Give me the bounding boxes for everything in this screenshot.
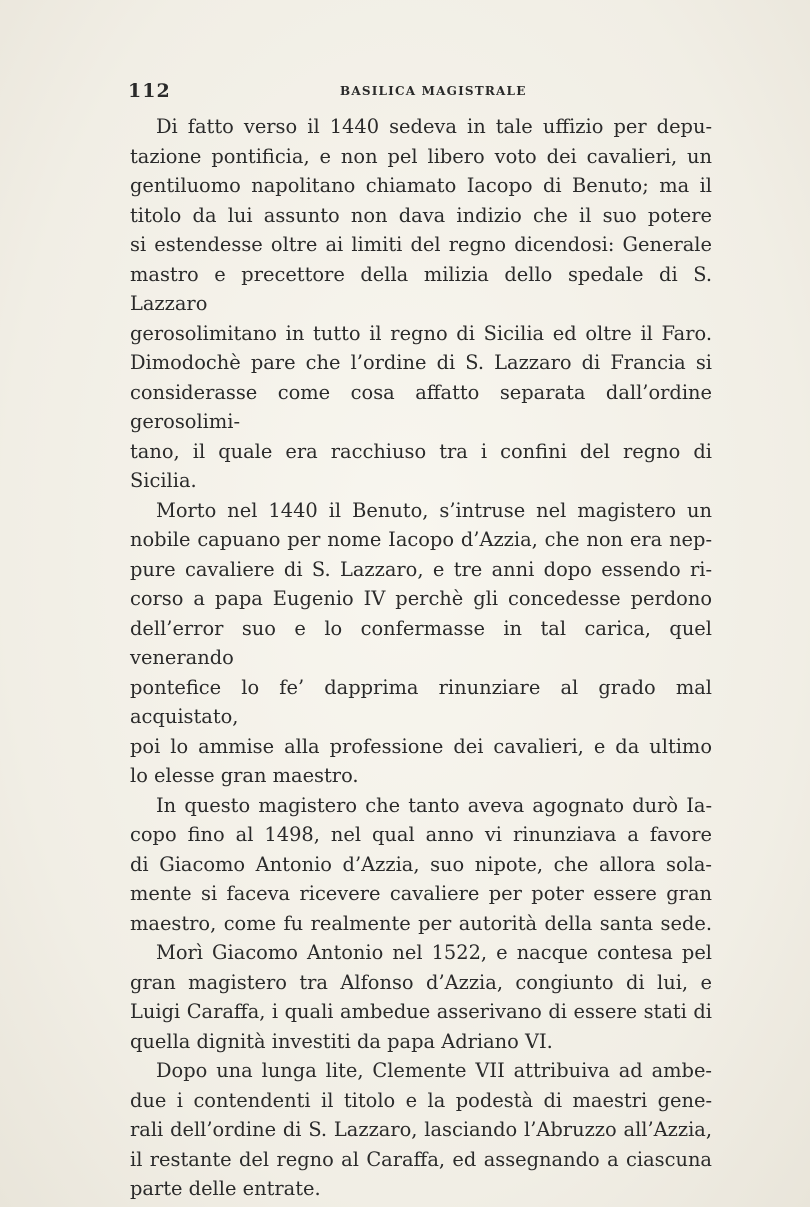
text-line: poi lo ammise alla professione dei cavalieri, e da ultimo: [130, 734, 712, 758]
text-line: quella dignità investiti da papa Adriano VI.: [130, 1029, 553, 1053]
paragraph: [130, 496, 712, 791]
text-line: Morto nel 1440 il Benuto, s’intruse nel magistero un: [156, 498, 712, 522]
text-line: si estendesse oltre ai limiti del regno dicendosi: Generale: [130, 233, 712, 256]
text-line: pure cavaliere di S. Lazzaro, e tre anni dopo essendo ri-: [130, 557, 712, 581]
running-head: BASILICA MAGISTRALE: [340, 84, 527, 98]
paragraph: [130, 112, 712, 496]
text-line: Di fatto verso il 1440 sedeva in tale uffizio per depu-: [156, 115, 712, 138]
text-line: Dimodochè pare che l’ordine di S. Lazzaro di Francia si: [130, 351, 712, 374]
text-line: titolo da lui assunto non dava indizio che il suo potere: [130, 203, 712, 227]
text-line: maestro, come fu realmente per autorità della santa sede.: [130, 911, 712, 935]
text-line: gentiluomo napolitano chiamato Iacopo di Benuto; ma il: [130, 174, 712, 197]
text-line: gran magistero tra Alfonso d’Azzia, congiunto di lui, e: [130, 970, 712, 994]
text-line: mente si faceva ricevere cavaliere per poter essere gran: [130, 882, 712, 905]
text-line: Luigi Caraffa, i quali ambedue asserivano di essere stati di: [130, 1000, 712, 1023]
text-line: dell’error suo e lo confermasse in tal carica, quel venerando: [130, 616, 712, 669]
text-line: lo elesse gran maestro.: [130, 764, 359, 787]
text-line: due i contendenti il titolo e la podestà di maestri gene-: [130, 1088, 712, 1112]
text-line: gerosolimitano in tutto il regno di Sicilia ed oltre il Faro.: [130, 321, 712, 345]
page-header: [128, 80, 710, 104]
page-number: 112: [128, 80, 171, 102]
text-line: pontefice lo fe’ dapprima rinunziare al grado mal acquistato,: [130, 675, 712, 728]
text-line: Dopo una lunga lite, Clemente VII attribuiva ad ambe-: [156, 1059, 712, 1082]
text-line: rali dell’ordine di S. Lazzaro, lasciando l’Abruzzo all’Azzia,: [130, 1118, 712, 1141]
body-text: [130, 112, 712, 1204]
paragraph: [130, 1056, 712, 1204]
text-line: parte delle entrate.: [130, 1177, 321, 1200]
text-line: corso a papa Eugenio IV perchè gli concedesse perdono: [130, 587, 712, 610]
text-line: nobile capuano per nome Iacopo d’Azzia, che non era nep-: [130, 528, 712, 551]
text-line: In questo magistero che tanto aveva agognato durò Ia-: [156, 793, 712, 817]
text-line: il restante del regno al Caraffa, ed assegnando a ciascuna: [130, 1147, 712, 1171]
text-line: Morì Giacomo Antonio nel 1522, e nacque contesa pel: [156, 941, 712, 964]
paragraph: [130, 791, 712, 939]
text-line: mastro e precettore della milizia dello spedale di S. Lazzaro: [130, 262, 712, 315]
text-line: tano, il quale era racchiuso tra i confini del regno di Sicilia.: [130, 439, 712, 492]
text-line: di Giacomo Antonio d’Azzia, suo nipote, che allora sola-: [130, 852, 712, 876]
paragraph: [130, 938, 712, 1056]
text-line: considerasse come cosa affatto separata dall’ordine gerosolimi-: [130, 380, 712, 433]
text-line: tazione pontificia, e non pel libero voto dei cavalieri, un: [130, 144, 712, 168]
text-line: copo fino al 1498, nel qual anno vi rinunziava a favore: [130, 823, 712, 846]
